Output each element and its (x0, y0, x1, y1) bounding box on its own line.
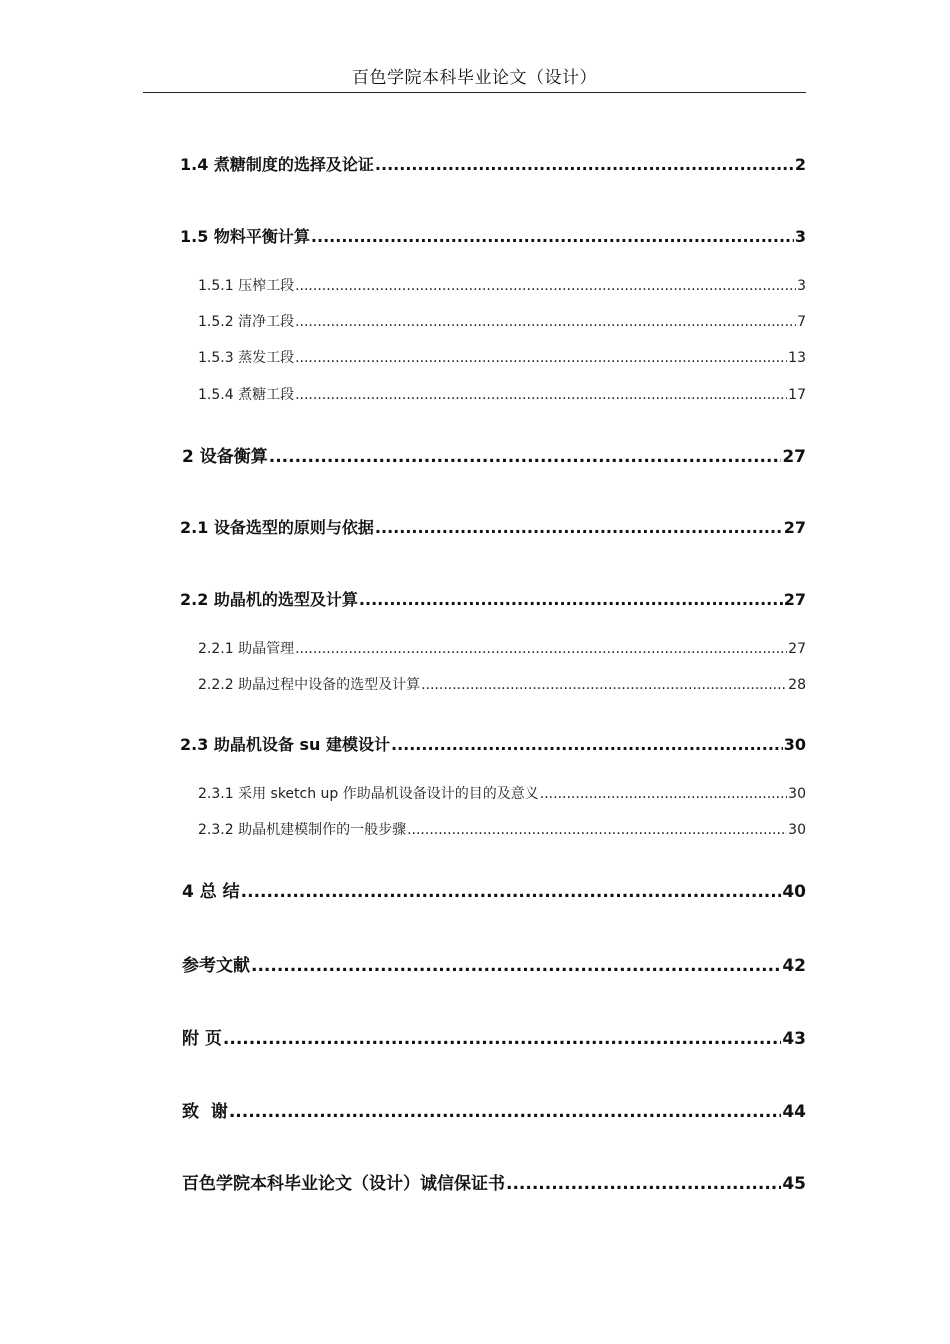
toc-entry[interactable] (180, 224, 806, 247)
toc-entry[interactable] (182, 442, 806, 467)
toc-entry[interactable] (180, 732, 806, 755)
toc-entry[interactable] (198, 347, 806, 367)
toc-entry-label: 1.5.1 压榨工段 (198, 278, 295, 294)
toc-entry-label: 1.4 煮糖制度的选择及论证 (180, 155, 374, 174)
toc-entry-label: 1.5.4 煮糖工段 (198, 387, 295, 403)
toc-entry-page: 28 (788, 677, 806, 693)
toc-entry[interactable] (182, 1024, 806, 1049)
toc-leader-dots (295, 641, 787, 657)
toc-entry[interactable] (198, 384, 806, 404)
toc-entry[interactable] (198, 783, 806, 803)
toc-entry-page: 44 (782, 1102, 806, 1122)
header-title: 百色学院本科毕业论文（设计） (352, 68, 597, 88)
toc-entry[interactable] (180, 515, 806, 538)
toc-entry-page: 30 (783, 735, 806, 754)
toc-entry-page: 42 (782, 956, 806, 976)
toc-leader-dots (375, 155, 794, 174)
toc-entry-page: 27 (782, 447, 806, 467)
toc-entry-page: 30 (788, 822, 806, 838)
toc-entry[interactable] (180, 152, 806, 175)
toc-entry[interactable] (182, 951, 806, 976)
toc-entry-label: 2.1 设备选型的原则与依据 (180, 518, 374, 537)
toc-entry[interactable] (182, 877, 806, 902)
toc-entry-page: 27 (783, 590, 806, 609)
toc-entry-page: 7 (797, 314, 806, 330)
toc-leader-dots (540, 786, 787, 802)
toc-entry[interactable] (198, 275, 806, 295)
toc-entry[interactable] (198, 638, 806, 658)
toc-leader-dots (295, 314, 796, 330)
toc-entry-page: 30 (788, 786, 806, 802)
toc-leader-dots (407, 822, 787, 838)
toc-entry-page: 3 (797, 278, 806, 294)
toc-entry-page: 40 (782, 882, 806, 902)
toc-entry-page: 13 (788, 350, 806, 366)
toc-leader-dots (375, 518, 783, 537)
toc-leader-dots (295, 387, 787, 403)
toc-entry-label: 2.2.1 助晶管理 (198, 641, 295, 657)
toc-leader-dots (391, 735, 783, 754)
toc-leader-dots (421, 677, 787, 693)
toc-entry[interactable] (182, 1097, 806, 1122)
toc-leader-dots (229, 1102, 781, 1122)
toc-entry-label: 1.5 物料平衡计算 (180, 227, 310, 246)
toc-entry-page: 17 (788, 387, 806, 403)
toc-leader-dots (251, 956, 781, 976)
toc-entry-label: 4 总 结 (182, 882, 240, 902)
toc-entry[interactable] (180, 587, 806, 610)
toc-entry-page: 43 (782, 1029, 806, 1049)
toc-entry-label: 参考文献 (182, 956, 250, 976)
toc-entry-page: 2 (794, 155, 806, 174)
toc-entry-label: 1.5.3 蒸发工段 (198, 350, 295, 366)
toc-entry-label: 2.2.2 助晶过程中设备的选型及计算 (198, 677, 421, 693)
toc-entry-label: 百色学院本科毕业论文（设计）诚信保证书 (182, 1174, 505, 1194)
toc-entry-label: 2.2 助晶机的选型及计算 (180, 590, 358, 609)
toc-entry-label: 1.5.2 清净工段 (198, 314, 295, 330)
toc-entry[interactable] (198, 674, 806, 694)
toc-entry-label: 2.3.2 助晶机建模制作的一般步骤 (198, 822, 407, 838)
toc-entry[interactable] (182, 1169, 806, 1194)
toc-entry-label: 2 设备衡算 (182, 447, 268, 467)
toc-entry-label: 附 页 (182, 1029, 222, 1049)
toc-entry[interactable] (198, 819, 806, 839)
toc-entry-page: 27 (788, 641, 806, 657)
toc-entry-page: 27 (783, 518, 806, 537)
toc-leader-dots (311, 227, 794, 246)
toc-entry-page: 3 (794, 227, 806, 246)
toc-leader-dots (506, 1174, 781, 1194)
toc-entry-label: 2.3.1 采用 sketch up 作助晶机设备设计的目的及意义 (198, 786, 539, 802)
toc-leader-dots (295, 278, 796, 294)
toc-leader-dots (223, 1029, 781, 1049)
toc-entry[interactable] (198, 311, 806, 331)
toc-leader-dots (269, 447, 782, 467)
toc-entry-label: 致 谢 (182, 1102, 228, 1122)
toc-leader-dots (359, 590, 783, 609)
toc-leader-dots (241, 882, 782, 902)
toc-leader-dots (295, 350, 787, 366)
toc-entry-label: 2.3 助晶机设备 su 建模设计 (180, 735, 390, 754)
toc-entry-page: 45 (782, 1174, 806, 1194)
